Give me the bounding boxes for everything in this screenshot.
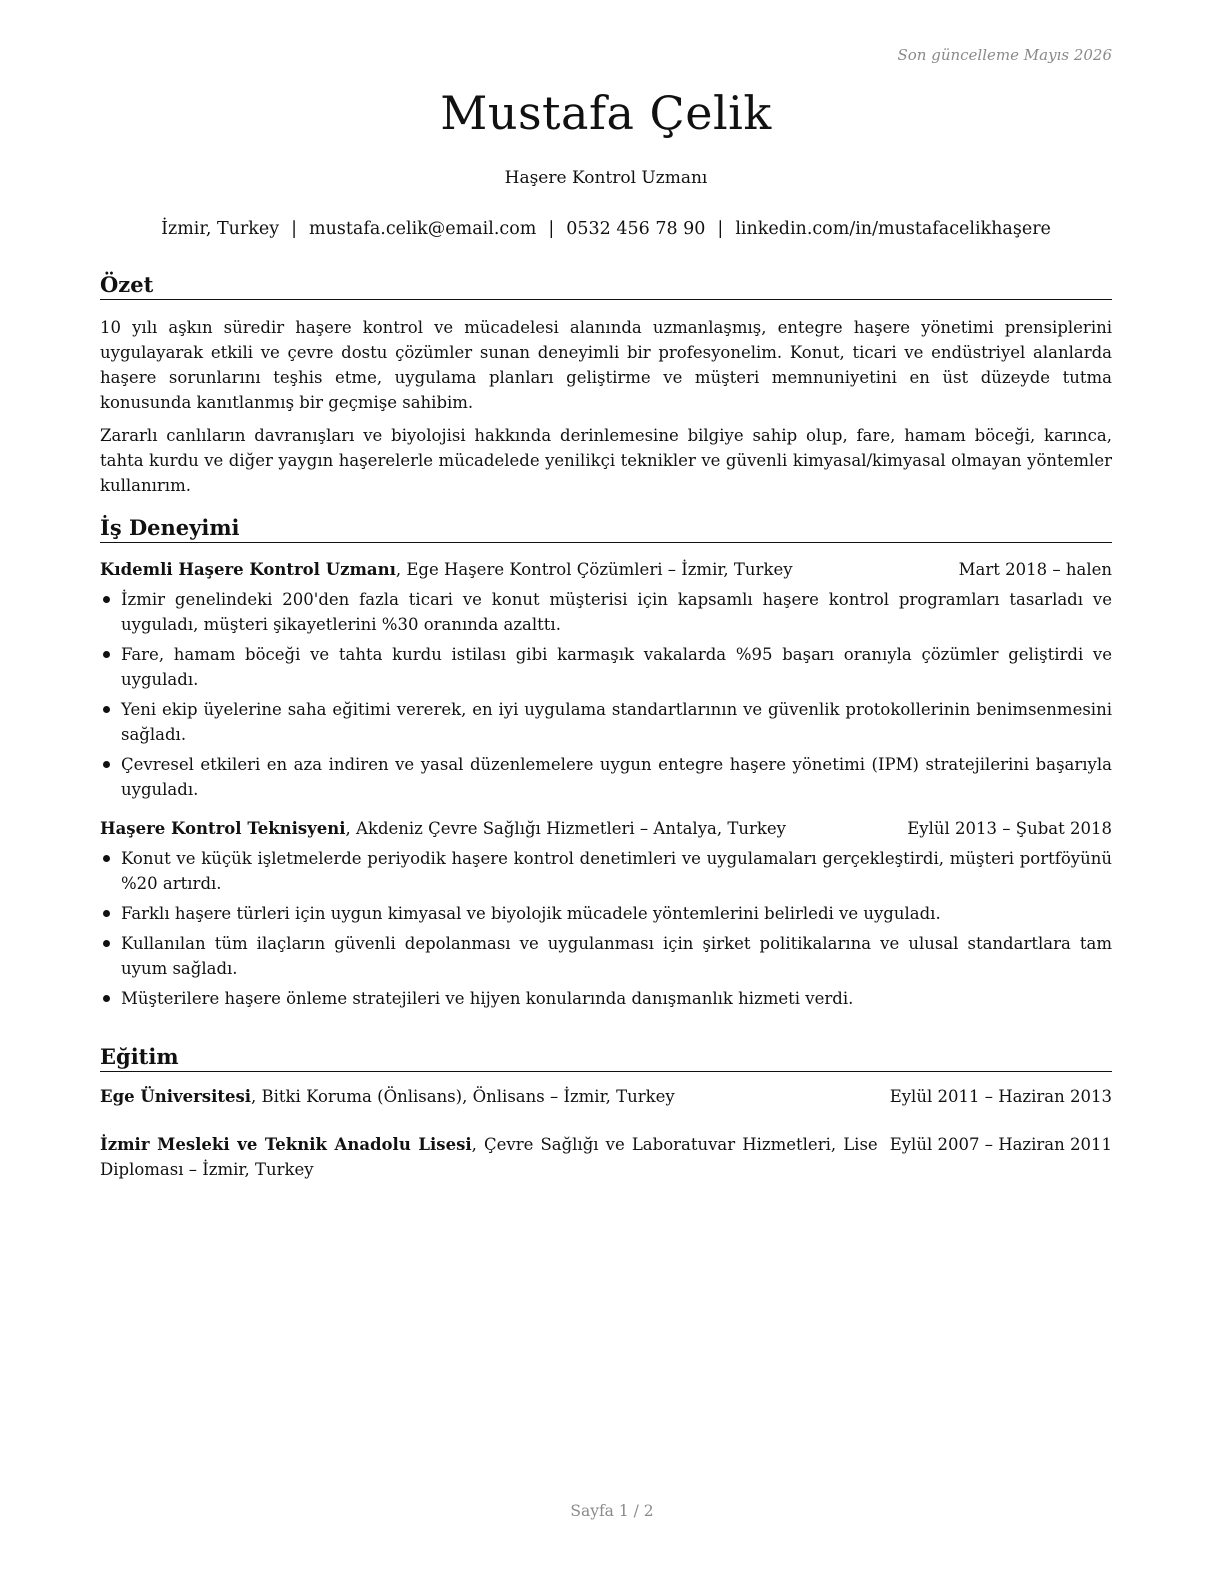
job-bullet bbox=[100, 752, 1112, 802]
contact-line bbox=[100, 219, 1112, 239]
education-entry bbox=[100, 1132, 1112, 1182]
experience-section bbox=[100, 515, 1112, 1016]
contact-location: İzmir, Turkey bbox=[161, 219, 280, 239]
job-role-company bbox=[100, 816, 786, 841]
job-entry bbox=[100, 816, 1112, 1011]
education-dates: Eylül 2007 – Haziran 2011 bbox=[889, 1135, 1112, 1154]
contact-separator: | bbox=[717, 219, 724, 239]
bullet-dot-icon bbox=[103, 596, 110, 603]
job-bullet-text: Kullanılan tüm ilaçların güvenli depolanması ve uygulanması için şirket politikalarına ve ulusal standartlara tam uyum sağladı. bbox=[121, 934, 1112, 978]
page-number: Sayfa 1 / 2 bbox=[570, 1502, 654, 1520]
job-bullets bbox=[100, 587, 1112, 802]
summary-paragraph: 10 yılı aşkın süredir haşere kontrol ve mücadelesi alanında uzmanlaşmış, entegre haşere yönetimi prensiplerini uygulayarak etkili ve çevre dostu çözümler sunan deneyimli bir profesyonelim. Konut, ticari ve endüstriyel alanlarda haşere sorunlarını teşhis etme, uygulama planları geliştirme ve müşteri memnuniyetini en üst düzeyde tutma konusunda kanıtlanmış bir geçmişe sahibim. bbox=[100, 318, 1112, 412]
bullet-dot-icon bbox=[103, 910, 110, 917]
education-school-detail bbox=[100, 1084, 675, 1109]
contact-separator: | bbox=[291, 219, 298, 239]
job-bullet bbox=[100, 931, 1112, 981]
job-bullet bbox=[100, 986, 1112, 1011]
job-header bbox=[100, 816, 1112, 841]
job-dates: Eylül 2013 – Şubat 2018 bbox=[907, 819, 1112, 838]
contact-email-link[interactable]: mustafa.celik@email.com bbox=[309, 219, 537, 239]
job-bullet bbox=[100, 846, 1112, 896]
job-role: Haşere Kontrol Teknisyeni bbox=[100, 819, 346, 838]
last-updated-note: Son güncelleme Mayıs 2026 bbox=[897, 46, 1112, 64]
job-title: Haşere Kontrol Uzmanı bbox=[504, 168, 708, 188]
job-dates: Mart 2018 – halen bbox=[958, 560, 1112, 579]
education-entry bbox=[100, 1084, 1112, 1109]
job-bullet-text: Yeni ekip üyelerine saha eğitimi vererek, en iyi uygulama standartlarının ve güvenlik protokollerinin benimsenmesini sağladı. bbox=[121, 700, 1112, 744]
job-bullet bbox=[100, 642, 1112, 692]
bullet-dot-icon bbox=[103, 651, 110, 658]
job-entry bbox=[100, 557, 1112, 802]
bullet-dot-icon bbox=[103, 995, 110, 1002]
education-section bbox=[100, 1044, 1112, 1182]
summary-paragraph: Zararlı canlıların davranışları ve biyolojisi hakkında derinlemesine bilgiye sahip olup, fare, hamam böceği, karınca, tahta kurdu ve diğer yaygın haşerelerle mücadelede yenilikçi teknikler ve güvenli kimyasal/kimyasal olmayan yöntemler kullanırım. bbox=[100, 426, 1112, 495]
bullet-dot-icon bbox=[103, 855, 110, 862]
experience-heading: İş Deneyimi bbox=[100, 515, 1112, 543]
job-bullet-text: Müşterilere haşere önleme stratejileri ve hijyen konularında danışmanlık hizmeti verdi. bbox=[121, 989, 854, 1008]
job-company: , Akdeniz Çevre Sağlığı Hizmetleri – Antalya, Turkey bbox=[345, 819, 786, 838]
contact-separator: | bbox=[548, 219, 555, 239]
job-bullet bbox=[100, 587, 1112, 637]
job-bullet bbox=[100, 697, 1112, 747]
education-school: Ege Üniversitesi bbox=[100, 1087, 252, 1106]
resume-page bbox=[100, 0, 1112, 1584]
job-bullets bbox=[100, 846, 1112, 1011]
education-school-detail bbox=[100, 1132, 878, 1182]
job-bullet-text: Fare, hamam böceği ve tahta kurdu istilası gibi karmaşık vakalarda %95 başarı oranıyla çözümler geliştirdi ve uyguladı. bbox=[121, 645, 1112, 689]
job-bullet-text: İzmir genelindeki 200'den fazla ticari ve konut müşterisi için kapsamlı haşere kontrol programları tasarladı ve uyguladı, müşteri şikayetlerini %30 oranında azalttı. bbox=[121, 590, 1112, 634]
summary-heading: Özet bbox=[100, 272, 1112, 300]
job-bullet-text: Çevresel etkileri en aza indiren ve yasal düzenlemelere uygun entegre haşere yönetimi (IPM) stratejilerini başarıyla uyguladı. bbox=[121, 755, 1112, 799]
education-dates: Eylül 2011 – Haziran 2013 bbox=[889, 1087, 1112, 1106]
education-detail: , Bitki Koruma (Önlisans), Önlisans – İzmir, Turkey bbox=[251, 1087, 675, 1106]
bullet-dot-icon bbox=[103, 706, 110, 713]
job-role: Kıdemli Haşere Kontrol Uzmanı bbox=[100, 560, 396, 579]
summary-section bbox=[100, 272, 1112, 498]
candidate-name: Mustafa Çelik bbox=[440, 86, 772, 140]
job-header bbox=[100, 557, 1112, 582]
bullet-dot-icon bbox=[103, 761, 110, 768]
job-bullet bbox=[100, 901, 1112, 926]
education-school: İzmir Mesleki ve Teknik Anadolu Lisesi bbox=[100, 1135, 472, 1154]
job-role-company bbox=[100, 557, 793, 582]
job-bullet-text: Konut ve küçük işletmelerde periyodik haşere kontrol denetimleri ve uygulamaları gerçekleştirdi, müşteri portföyünü %20 artırdı. bbox=[121, 849, 1112, 893]
job-bullet-text: Farklı haşere türleri için uygun kimyasal ve biyolojik mücadele yöntemlerini belirledi ve uyguladı. bbox=[121, 904, 941, 923]
bullet-dot-icon bbox=[103, 940, 110, 947]
contact-linkedin-link[interactable]: linkedin.com/in/mustafacelikhaşere bbox=[735, 219, 1051, 239]
education-heading: Eğitim bbox=[100, 1044, 1112, 1072]
education-detail: , Çevre Sağlığı ve Laboratuvar Hizmetleri, Lise Diploması – İzmir, Turkey bbox=[100, 1135, 878, 1179]
contact-phone: 0532 456 78 90 bbox=[566, 219, 706, 239]
job-company: , Ege Haşere Kontrol Çözümleri – İzmir, Turkey bbox=[395, 560, 793, 579]
